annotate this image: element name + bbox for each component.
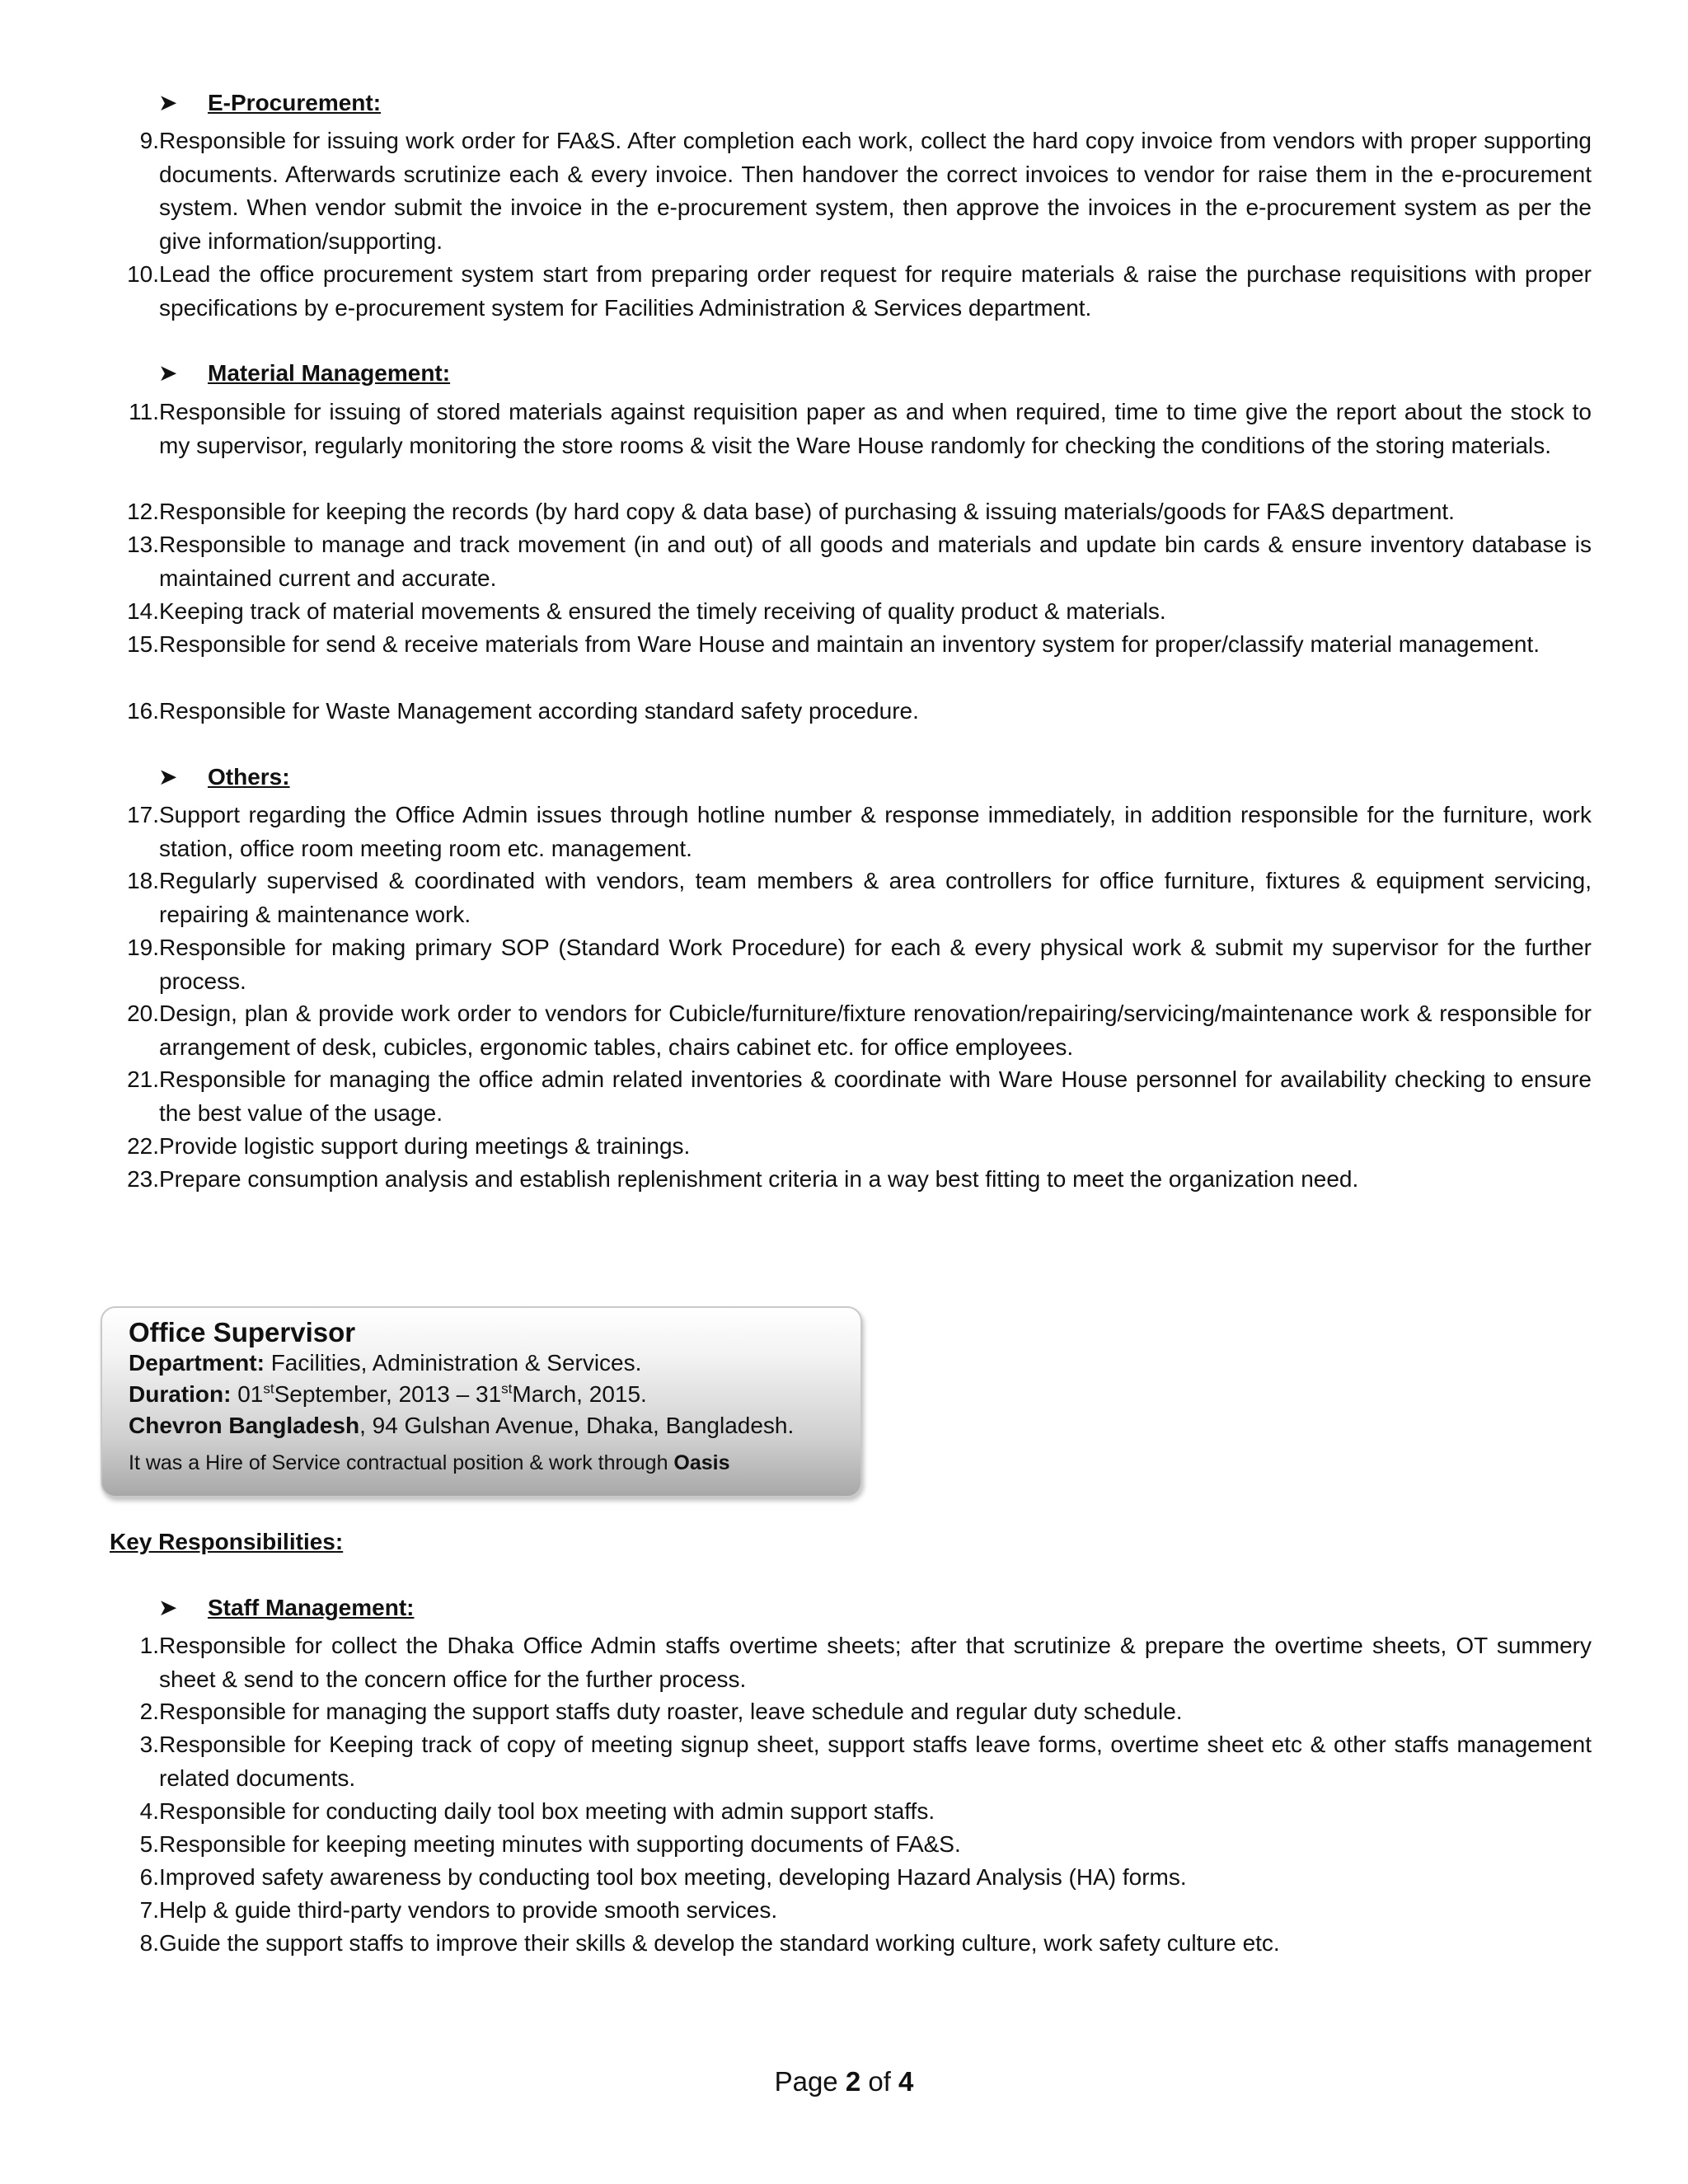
list-item: 2. Responsible for managing the support staffs duty roaster, leave schedule and regular duty schedule.: [139, 1699, 1183, 1724]
arrow-bullet-icon: ➤: [158, 1595, 178, 1620]
list-item: 18. Regularly supervised & coordinated with vendors, team members & area controllers for office furniture, fixtures & equipment servicing, repairing & maintenance work.: [127, 868, 1592, 927]
list-item: 13. Responsible to manage and track movement (in and out) of all goods and materials and update bin cards & ensure inventory database is maintained current and accurate.: [127, 532, 1592, 591]
list-item: 8. Guide the support staffs to improve their skills & develop the standard working culture, work safety culture etc.: [139, 1930, 1280, 1956]
list-item: 12. Responsible for keeping the records (by hard copy & data base) of purchasing & issuing materials/goods for FA&S department.: [127, 499, 1455, 524]
list-item: 17. Support regarding the Office Admin issues through hotline number & response immediately, in addition responsible for the furniture, work station, office room meeting room etc. management.: [127, 802, 1592, 861]
arrow-bullet-icon: ➤: [158, 360, 178, 386]
job-department: Department: Facilities, Administration & Services.: [129, 1350, 642, 1376]
job-duration: Duration: 01stSeptember, 2013 – 31stMarch, 2015.: [129, 1380, 647, 1407]
list-item: 15. Responsible for send & receive materials from Ware House and maintain an inventory system for proper/classify material management.: [127, 631, 1540, 657]
list-item: 23. Prepare consumption analysis and establish replenishment criteria in a way best fitting to meet the organization need.: [127, 1166, 1359, 1192]
list-item: 11. Responsible for issuing of stored materials against requisition paper as and when required, time to time give the report about the stock to my supervisor, regularly monitoring the store rooms & visit the Ware House randomly for checking the conditions of the storing materials.: [129, 399, 1592, 458]
list-item: 19. Responsible for making primary SOP (Standard Work Procedure) for each & every physical work & submit my supervisor for the further process.: [127, 935, 1592, 994]
list-item: 22. Provide logistic support during meetings & trainings.: [127, 1133, 691, 1159]
list-item: 1. Responsible for collect the Dhaka Office Admin staffs overtime sheets; after that scrutinize & prepare the overtime sheets, OT summery sheet & send to the concern office for the further process.: [139, 1633, 1592, 1692]
list-item: 16. Responsible for Waste Management according standard safety procedure.: [127, 698, 919, 724]
section-material-management: ➤ Material Management:: [158, 357, 450, 391]
list-item: 3. Responsible for Keeping track of copy of meeting signup sheet, support staffs leave forms, overtime sheet etc & other staffs management related documents.: [139, 1732, 1592, 1791]
list-item: 5. Responsible for keeping meeting minutes with supporting documents of FA&S.: [139, 1831, 961, 1857]
key-responsibilities-heading: Key Responsibilities:: [110, 1529, 344, 1554]
list-item: 9. Responsible for issuing work order for FA&S. After completion each work, collect the hard copy invoice from vendors with proper supporting documents. Afterwards scrutinize each & every invoice. Then handover the correct invoices to vendor for raise them in the e-procurement system. When vendor submit the invoice in the e-procurement system, then approve the invoices in the e-procurement system as per the give information/supporting.: [139, 128, 1592, 254]
arrow-bullet-icon: ➤: [158, 764, 178, 790]
job-company: Chevron Bangladesh, 94 Gulshan Avenue, Dhaka, Bangladesh.: [129, 1413, 795, 1438]
list-item: 21. Responsible for managing the office admin related inventories & coordinate with Ware House personnel for availability checking to ensure the best value of the usage.: [127, 1066, 1592, 1126]
job-note: It was a Hire of Service contractual position & work through Oasis: [129, 1451, 730, 1474]
list-item: 10. Lead the office procurement system start from preparing order request for require materials & raise the purchase requisitions with proper specifications by e-procurement system for Facilities Administration & Services department.: [127, 261, 1592, 321]
section-others: ➤ Others:: [158, 761, 290, 794]
section-staff-management: ➤ Staff Management:: [158, 1591, 414, 1625]
section-eprocurement: ➤ E-Procurement:: [158, 87, 381, 120]
page-footer: Page 2 of 4: [774, 2066, 914, 2097]
job-card: [101, 1306, 862, 1497]
job-title: Office Supervisor: [129, 1317, 356, 1347]
list-item: 20. Design, plan & provide work order to vendors for Cubicle/furniture/fixture renovation/repairing/servicing/maintenance work & responsible for arrangement of desk, cubicles, ergonomic tables, chairs cabinet etc. for office employees.: [127, 1001, 1592, 1060]
list-item: 14. Keeping track of material movements & ensured the timely receiving of quality product & materials.: [127, 598, 1166, 624]
list-item: 7. Help & guide third-party vendors to provide smooth services.: [139, 1897, 778, 1923]
arrow-bullet-icon: ➤: [158, 90, 178, 115]
list-item: 6. Improved safety awareness by conducting tool box meeting, developing Hazard Analysis (HA) forms.: [139, 1864, 1187, 1890]
list-item: 4. Responsible for conducting daily tool box meeting with admin support staffs.: [139, 1798, 935, 1824]
